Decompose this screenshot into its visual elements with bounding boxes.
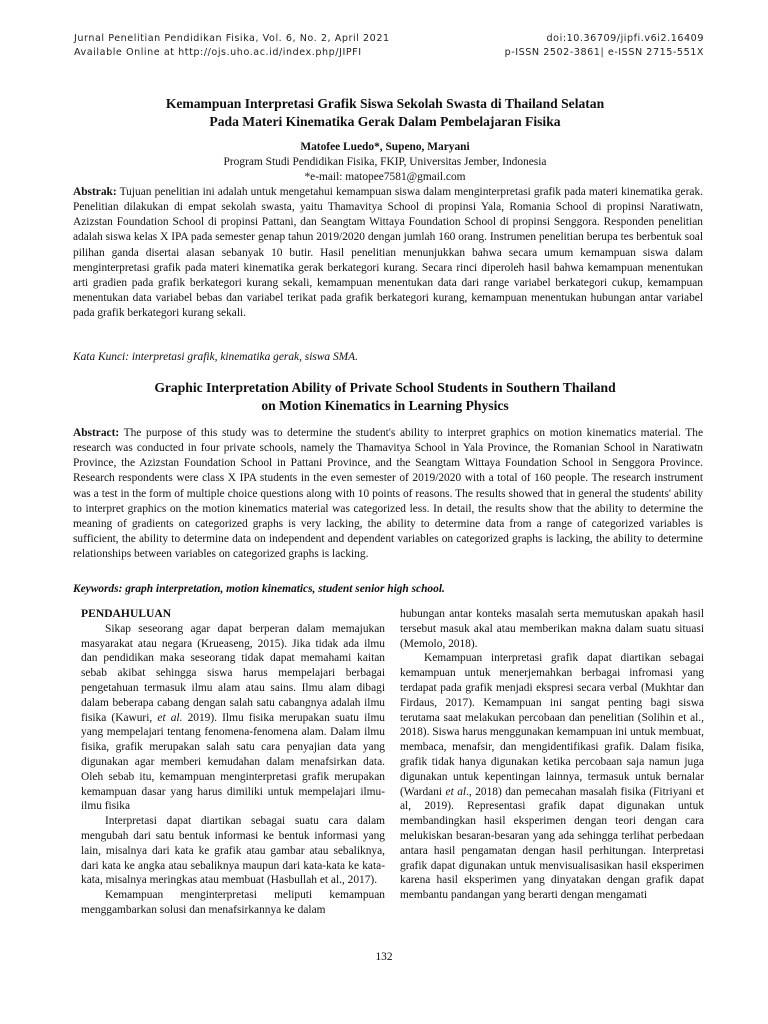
journal-url: Available Online at http://ojs.uho.ac.id/index.php/JIPFI [74,47,362,58]
issn: p-ISSN 2502-3861| e-ISSN 2715-551X [504,47,704,58]
title-id-line1: Kemampuan Interpretasi Grafik Siswa Sekolah Swasta di Thailand Selatan [165,96,605,111]
body-column-left [81,607,385,918]
title-english [60,379,710,415]
keywords-en-text: Keywords: graph interpretation, motion kinematics, student senior high school. [73,583,445,595]
title-id-line2: Pada Materi Kinematika Gerak Dalam Pembelajaran Fisika [209,114,561,129]
author-names: Matofee Luedo*, Supeno, Maryani [300,141,470,153]
paragraph-text: 2019). Ilmu fisika merupakan suatu ilmu yang mempelajari tentang fenomena-fenomena alam. Dalam ilmu fisika, grafik merupakan salah satu cara penyajian data yang digunakan agar memberi kemudahan dalam menafsirkan data. Oleh sebab itu, kemampuan menginterpretasi grafik merupakan kemampuan dasar yang harus dimiliki untuk mempelajari ilmu-ilmu fisika [81,711,385,813]
author-block [60,140,710,185]
paragraph-text: Kemampuan interpretasi grafik dapat diartikan sebagai kemampuan untuk menerjemahkan berbagai infromasi yang terdapat pada grafik menjadi ekspresi secara verbal (Mukhtar dan Firdaus, 2017). Kemampuan ini sangat penting bagi siswa terutama saat melakukan percobaan dan penelitian (Solihin et al., 2018). Siswa harus menggunakan kemampuan ini untuk membuat, membaca, menafsir, dan mengidentifikasi grafik. Dalam fisika, grafik tidak hanya digunakan ketika percobaan saja namun juga digunakan untuk kepentingan lainnya, termasuk untuk bernalar (Wardani [400,652,705,798]
paragraph [400,651,704,903]
paragraph: hubungan antar konteks masalah serta memutuskan apakah hasil tersebut masuk akal atau memberikan makna dalam suatu situasi (Memolo, 2018). [400,608,704,650]
abstract-id-text: Tujuan penelitian ini adalah untuk mengetahui kemampuan siswa dalam menginterpretasi grafik pada materi kinematika gerak. Penelitian dilakukan di empat sekolah swasta, yaitu Thamavitya School di propinsi Yala, Romania School di propinsi Naratiwatn, Azizstan Foundation School di propinsi Pattani, dan Seangtam Wittaya Foundation School di propinsi Senggora. Responden penelitian adalah siswa kelas X IPA pada semester genap tahun 2019/2020 dengan jumlah 160 orang. Instrumen penelitian berupa tes berbentuk soal pilihan ganda disertai alasan sebanyak 10 butir. Hasil penelitian menunjukkan bahwa secara umum kemampuan siswa dalam menginterpretasi grafik pada materi kinematika gerak berkategori kurang. Secara rinci diperoleh hasil bahwa kemampuan menentukan arti gradien pada grafik berkategori kurang sekali, kemampuan menentukan data dari range variabel berkategori cukup, kemampuan menentukan data variabel bebas dan variabel terikat pada grafik berkategori kurang, kemampuan menentukan hubungan antar variabel pada grafik berkategori kurang sekali. [73,186,703,320]
title-indonesian [60,95,710,131]
title-en-line1: Graphic Interpretation Ability of Private School Students in Southern Thailand [154,380,616,395]
abstract-en-label: Abstract: [73,427,120,439]
journal-header-left [74,32,390,60]
author-email: *e-mail: matopee7581@gmail.com [304,171,466,183]
abstract-id-label: Abstrak: [73,186,117,198]
journal-citation: Jurnal Penelitian Pendidikan Fisika, Vol. 6, No. 2, April 2021 [74,33,390,44]
journal-header-right [505,32,704,60]
affiliation: Program Studi Pendidikan Fisika, FKIP, Universitas Jember, Indonesia [223,156,547,168]
body-column-right [400,607,704,903]
abstract-english [73,426,703,562]
abstract-indonesian [73,185,703,321]
paragraph-text: Sikap seseorang agar dapat berperan dalam memajukan masyarakat atau negara (Krueaseng, 2015). Jika tidak ada ilmu dan pendidikan maka seseorang tidak dapat memahami kaitan sebab akibat sehingga siswa harus mempelajari berbagai pengetahuan termasuk ilmu alam atau sains. Ilmu alam dibagi dalam beberapa cabang dengan salah satu cabangnya adalah ilmu fisika (Kawuri, [81,622,385,724]
paragraph-italic: et al [445,785,467,798]
keywords-indonesian: Kata Kunci: interpretasi grafik, kinematika gerak, siswa SMA. [73,351,358,363]
paragraph: Interpretasi dapat diartikan sebagai suatu cara dalam mengubah dari satu bentuk informasi ke bentuk informasi yang lain, misalnya dari kata ke grafik atau gambar atau sebaliknya, dari kata ke angka atau sebaliknya maupun dari kata-kata ke kata-kata, misalnya meringkas atau membuat (Hasbullah et al., 2017). [81,815,385,887]
paragraph [81,622,385,814]
paragraph: Kemampuan menginterpretasi meliputi kemampuan menggambarkan solusi dan menafsirkannya ke dalam [81,889,385,916]
page-number: 132 [375,951,393,963]
doi: doi:10.36709/jipfi.v6i2.16409 [546,33,704,44]
paragraph-text: ., 2018) dan pemecahan masalah fisika (Fitriyani et al, 2019). Representasi grafik dapat digunakan untuk membandingkan hasil eksperimen dengan teori dengan cara melukiskan besaran-besaran yang ada sehingga terlihat perbedaan antara hasil pengamatan dengan hasil perhitungan. Interpretasi grafik dapat digunakan untuk menvisualisasikan hasil eksperimen karena hasil eksperimen yang dinyatakan dengan grafik dapat membantu pandangan yang berarti dengan mengamati [400,785,704,902]
keywords-english [73,582,703,597]
title-en-line2: on Motion Kinematics in Learning Physics [261,398,509,413]
section-heading: PENDAHULUAN [81,607,172,620]
abstract-en-text: The purpose of this study was to determine the student's ability to interpret graphics on motion kinematics material. The research was conducted in four private schools, namely the Thamavitya School in Yala Province, the Romanian School in Naratiwatn Province, the Azizstan Foundation School in Pattani Province, and the Seangtam Wittaya Foundation School in Senggora Province. Research respondents were class X IPA students in the even semester of 2019/2020 with a total of 160 people. The research instrument was a test in the form of multiple choice questions along with 10 points of reasons. The results showed that in general the students' ability to interpret graphics on the motion kinematics material was categorized less. In detail, the results show that the ability to determine the meaning of gradients on categorized graphs is very lacking, the ability to determine data from a range of categorized variables is sufficient, the ability to determine data on independent and dependent variables on categorized graphs is lacking, the ability to determine relationships between variables on categorized graphs is lacking. [73,427,703,561]
paragraph-italic: et al. [157,711,183,724]
